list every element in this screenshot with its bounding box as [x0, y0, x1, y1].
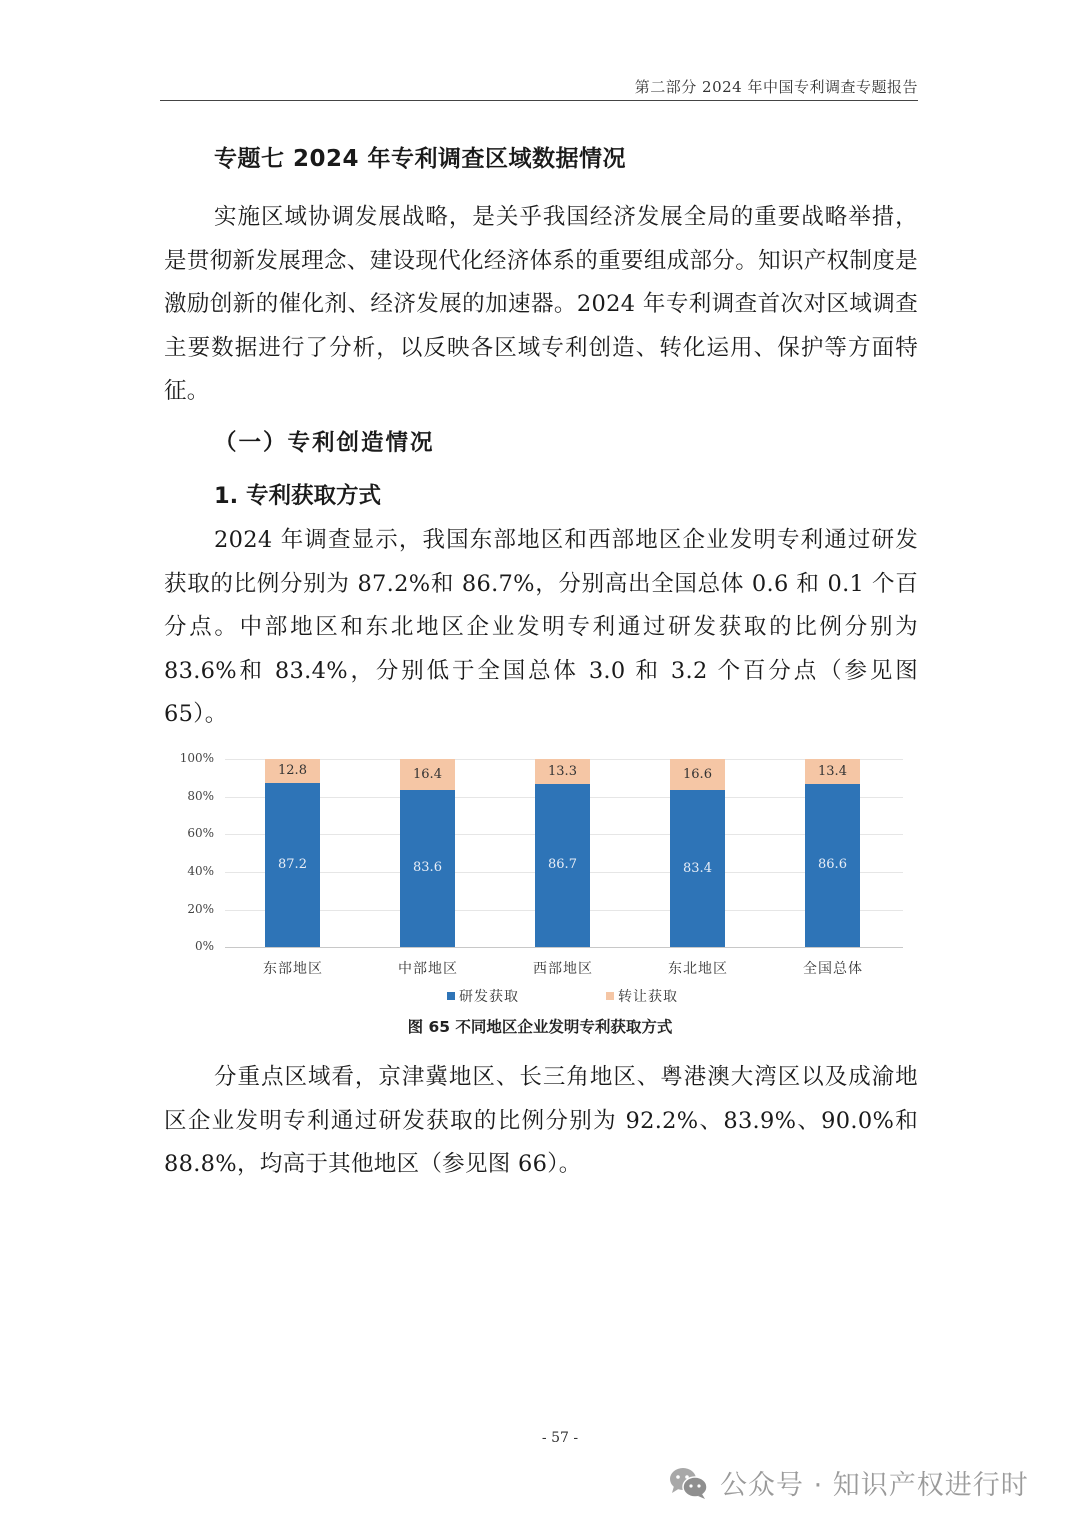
subsubheading: 1. 专利获取方式: [214, 483, 382, 509]
bar-central: [400, 759, 455, 947]
value-label: 13.3: [548, 764, 577, 779]
legend-swatch-rd: [447, 992, 455, 1000]
value-label: 86.6: [818, 857, 847, 872]
value-label: 86.7: [548, 857, 577, 872]
y-tick: 60%: [187, 826, 214, 840]
watermark: [668, 1463, 1029, 1502]
legend-swatch-transfer: [606, 992, 614, 1000]
figure-65-chart: [170, 745, 910, 1040]
bar-northeast: [670, 759, 725, 947]
value-label: 16.4: [413, 767, 442, 782]
y-tick: 0%: [194, 939, 214, 953]
value-label: 13.4: [818, 764, 847, 779]
body-paragraph-2: 分重点区域看，京津冀地区、长三角地区、粤港澳大湾区以及成渝地区企业发明专利通过研发获取的比例分别为 92.2%、83.9%、90.0%和 88.8%，均高于其他地区（参见图 66）。: [164, 1064, 918, 1177]
x-label: 全国总体: [803, 961, 863, 977]
bar-west: [535, 759, 590, 947]
figure-caption: 图 65 不同地区企业发明专利获取方式: [407, 1018, 673, 1036]
bar-east: [265, 759, 320, 947]
value-label: 12.8: [278, 763, 307, 778]
page-number: - 57 -: [541, 1430, 579, 1446]
x-label: 西部地区: [533, 961, 593, 977]
x-label: 中部地区: [398, 961, 458, 977]
intro-paragraph: 实施区域协调发展战略，是关乎我国经济发展全局的重要战略举措，是贯彻新发展理念、建设现代化经济体系的重要组成部分。知识产权制度是激励创新的催化剂、经济发展的加速器。2024 年专利调查首次对区域调查主要数据进行了分析，以反映各区域专利创造、转化运用、保护等方面特征。: [164, 204, 918, 404]
wechat-icon: [668, 1466, 710, 1500]
bar-national: [805, 759, 860, 947]
y-tick: 80%: [187, 789, 214, 803]
value-label: 87.2: [278, 857, 307, 872]
legend-item-rd: 研发获取: [447, 986, 519, 1006]
value-label: 16.6: [683, 767, 712, 782]
body-paragraph-1: 2024 年调查显示，我国东部地区和西部地区企业发明专利通过研发获取的比例分别为 87.2%和 86.7%，分别高出全国总体 0.6 和 0.1 个百分点。中部地区和东北地区企业发明专利通过研发获取的比例分别为 83.6%和 83.4%，分别低于全国总体 3.0 和 3.2 个百分点（参见图 65）。: [164, 527, 918, 727]
value-label: 83.6: [413, 860, 442, 875]
header-rule: [160, 100, 918, 101]
section-title: 专题七 2024 年专利调查区域数据情况: [214, 146, 627, 172]
watermark-text: 公众号 · 知识产权进行时: [720, 1470, 1029, 1501]
running-header: 第二部分 2024 年中国专利调查专题报告: [634, 78, 918, 96]
x-label: 东部地区: [263, 961, 323, 977]
legend-item-transfer: 转让获取: [606, 986, 678, 1006]
y-tick: 100%: [179, 751, 214, 765]
x-label: 东北地区: [668, 961, 728, 977]
value-label: 83.4: [683, 861, 712, 876]
x-axis: [225, 947, 903, 948]
y-tick: 40%: [187, 864, 214, 878]
subheading: （一）专利创造情况: [214, 430, 435, 456]
y-tick: 20%: [187, 902, 214, 916]
